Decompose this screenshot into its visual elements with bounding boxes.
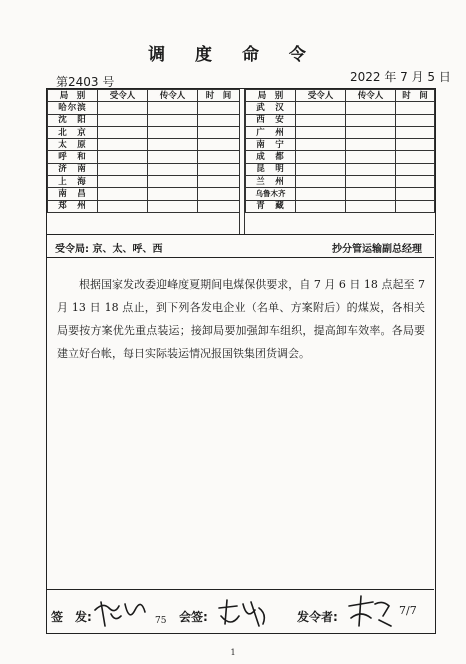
right-bureau-table <box>245 89 435 213</box>
receiver-cell <box>98 188 148 200</box>
time-cell <box>198 139 240 151</box>
transmitter-cell <box>346 188 396 200</box>
bureau-name: 呼 和 <box>48 151 98 163</box>
bureau-name: 广 州 <box>246 126 296 138</box>
transmitter-cell <box>148 151 198 163</box>
header-bureau: 局 别 <box>246 90 296 102</box>
time-cell <box>198 114 240 126</box>
table-row <box>246 163 435 175</box>
issuer-signature <box>343 592 399 632</box>
time-cell <box>198 176 240 188</box>
header-transmitter: 传令人 <box>346 90 396 102</box>
transmitter-cell <box>148 114 198 126</box>
receiver-cell <box>98 114 148 126</box>
transmitter-cell <box>148 200 198 212</box>
transmitter-cell <box>148 188 198 200</box>
receiver-cell <box>98 176 148 188</box>
time-cell <box>396 139 435 151</box>
receiver-cell <box>98 163 148 175</box>
receiving-bureaus: 受令局: 京、太、呼、西 <box>55 244 163 255</box>
table-row <box>246 102 435 114</box>
signature-row <box>47 589 434 633</box>
countersign-label: 会签: <box>179 610 208 624</box>
table-row <box>48 163 240 175</box>
table-row <box>246 176 435 188</box>
transmitter-cell <box>148 102 198 114</box>
bureau-name: 太 原 <box>48 139 98 151</box>
header-transmitter: 传令人 <box>148 90 198 102</box>
bureau-name: 青 藏 <box>246 200 296 212</box>
table-row <box>48 139 240 151</box>
receiver-cell <box>98 151 148 163</box>
receiver-cell <box>296 200 346 212</box>
transmitter-cell <box>346 126 396 138</box>
table-row <box>246 200 435 212</box>
bureau-name: 南 昌 <box>48 188 98 200</box>
table-row <box>246 188 435 200</box>
document-number: 第2403 号 <box>56 75 115 89</box>
transmitter-cell <box>346 102 396 114</box>
time-cell <box>396 151 435 163</box>
transmitter-cell <box>148 126 198 138</box>
time-cell <box>198 188 240 200</box>
transmitter-cell <box>346 200 396 212</box>
receiver-cell <box>296 151 346 163</box>
receiver-cell <box>98 139 148 151</box>
sign-annotation: 75 <box>155 616 167 626</box>
transmitter-cell <box>148 139 198 151</box>
time-cell <box>198 151 240 163</box>
bureau-name: 哈尔滨 <box>48 102 98 114</box>
time-cell <box>396 200 435 212</box>
table-row <box>48 126 240 138</box>
transmitter-cell <box>148 176 198 188</box>
time-cell <box>396 126 435 138</box>
bureau-name: 兰 州 <box>246 176 296 188</box>
transmitter-cell <box>346 176 396 188</box>
bureau-name: 郑 州 <box>48 200 98 212</box>
header-receiver: 受令人 <box>98 90 148 102</box>
time-cell <box>396 188 435 200</box>
header-receiver: 受令人 <box>296 90 346 102</box>
time-cell <box>198 126 240 138</box>
receiver-cell <box>98 200 148 212</box>
time-cell <box>198 163 240 175</box>
receiver-cell <box>98 126 148 138</box>
receiver-cell <box>98 102 148 114</box>
bureau-name: 上 海 <box>48 176 98 188</box>
bureau-name: 济 南 <box>48 163 98 175</box>
header-time: 时 间 <box>396 90 435 102</box>
table-row <box>48 102 240 114</box>
left-bureau-table <box>47 89 240 213</box>
order-body: 根据国家发改委迎峰度夏期间电煤保供要求，自 7 月 6 日 18 点起至 7 月 13 日 18 点止，到下列各发电企业（名单、方案附后）的煤炭，各相关局要按方案优先重点装运；接卸局要加强卸车组织，提高卸车效率。各局要建立好台帐，每日实际装运情况报国铁集团货调会。 <box>57 278 425 360</box>
transmitter-cell <box>346 163 396 175</box>
table-row <box>48 151 240 163</box>
table-row <box>48 176 240 188</box>
issuer-label: 发令者: <box>297 610 338 624</box>
page-number: 1 <box>230 648 236 657</box>
receiver-cell <box>296 139 346 151</box>
bureau-name: 沈 阳 <box>48 114 98 126</box>
signer-signature <box>91 592 161 632</box>
bureau-name: 昆 明 <box>246 163 296 175</box>
receiver-cell <box>296 102 346 114</box>
countersigner-signature <box>215 594 275 632</box>
bureau-name: 成 都 <box>246 151 296 163</box>
bureau-name: 北 京 <box>48 126 98 138</box>
bureau-name: 西 安 <box>246 114 296 126</box>
table-row <box>246 126 435 138</box>
bureau-name: 南 宁 <box>246 139 296 151</box>
table-header-row <box>48 90 240 102</box>
table-row <box>48 200 240 212</box>
time-cell <box>198 200 240 212</box>
table-row <box>48 188 240 200</box>
table-row <box>246 114 435 126</box>
receiver-cell <box>296 176 346 188</box>
time-cell <box>396 102 435 114</box>
transmitter-cell <box>148 163 198 175</box>
transmitter-cell <box>346 151 396 163</box>
table-row <box>246 139 435 151</box>
sign-label: 签 发: <box>51 610 92 624</box>
table-row <box>246 151 435 163</box>
transmitter-cell <box>346 139 396 151</box>
receiver-cell <box>296 114 346 126</box>
carbon-copy: 抄分管运输副总经理 <box>332 244 422 255</box>
issuer-annotation: 7/7 <box>399 604 417 617</box>
bureau-name: 乌鲁木齐 <box>246 188 296 200</box>
time-cell <box>198 102 240 114</box>
receiver-cell <box>296 163 346 175</box>
time-cell <box>396 114 435 126</box>
receiving-bureaus-row <box>47 234 434 258</box>
header-time: 时 间 <box>198 90 240 102</box>
receiver-cell <box>296 126 346 138</box>
table-header-row <box>246 90 435 102</box>
time-cell <box>396 176 435 188</box>
header-bureau: 局 别 <box>48 90 98 102</box>
transmitter-cell <box>346 114 396 126</box>
time-cell <box>396 163 435 175</box>
order-form <box>46 88 436 634</box>
page-title: 调 度 命 令 <box>148 45 318 65</box>
bureau-name: 武 汉 <box>246 102 296 114</box>
receiver-cell <box>296 188 346 200</box>
table-row <box>48 114 240 126</box>
document-date: 2022 年 7 月 5 日 <box>350 70 451 84</box>
